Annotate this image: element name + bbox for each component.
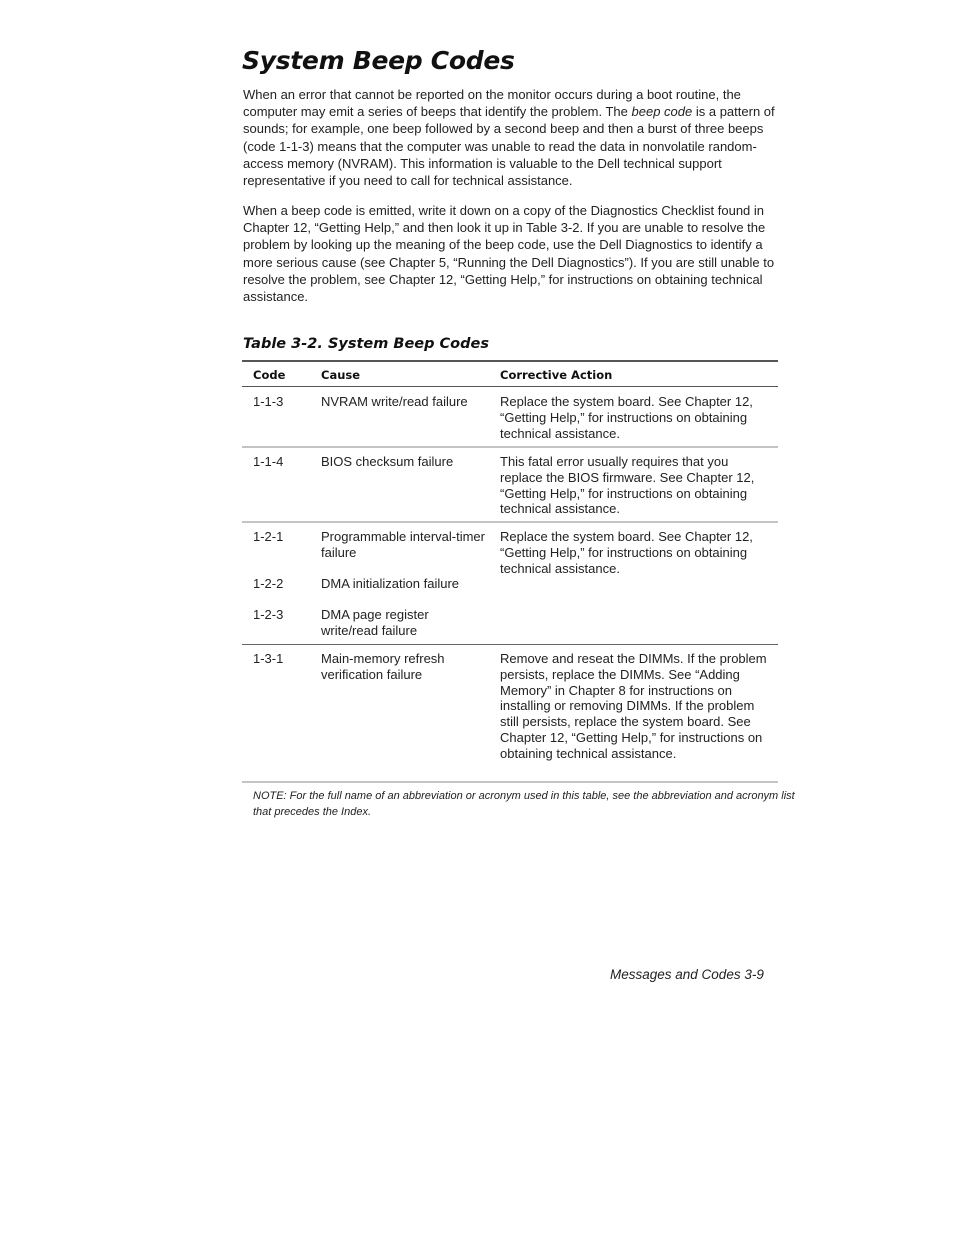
table-cell-code: 1-1-3 (253, 394, 284, 409)
table-cell-code: 1-2-2 (253, 576, 284, 591)
table-cell-cause: DMA page register write/read failure (321, 607, 429, 638)
table-top-rule (242, 360, 778, 362)
table-cell-cause: Main-memory refresh verification failure (321, 651, 445, 682)
table-bottom-rule (242, 781, 778, 783)
table-cell-code: 1-2-1 (253, 529, 284, 544)
table-cell-action: Replace the system board. See Chapter 12, “Getting Help,” for instructions on obtaining technical assistance. (500, 394, 753, 441)
row-separator (242, 644, 778, 645)
table-cell-code: 1-3-1 (253, 651, 284, 666)
intro-text-before: When an error that cannot be reported on the monitor occurs during a boot routine, the computer may emit a series of beeps that identify the problem. The (243, 87, 741, 120)
table-cell-action: Replace the system board. See Chapter 12, “Getting Help,” for instructions on obtaining technical assistance. (500, 529, 753, 576)
table-cell-code: 1-1-4 (253, 454, 284, 469)
page-title: System Beep Codes (242, 46, 515, 75)
table-cell-action: Remove and reseat the DIMMs. If the problem persists, replace the DIMMs. See “Adding Memory” in Chapter 8 for instructions on installing or removing DIMMs. If the problem still persists, replace the system board. See Chapter 12, “Getting Help,” for instructions on obtaining technical assistance. (500, 651, 767, 761)
table-cell-cause: BIOS checksum failure (321, 454, 454, 469)
table-cell-code: 1-2-3 (253, 607, 284, 622)
intro-paragraph-1 (243, 86, 781, 189)
row-separator (242, 446, 778, 448)
table-cell-cause: Programmable interval-timer failure (321, 529, 485, 560)
table-header-rule (242, 386, 778, 387)
table-cell-cause: NVRAM write/read failure (321, 394, 468, 409)
table-cell-cause: DMA initialization failure (321, 576, 460, 591)
intro-text-after: is a pattern of sounds; for example, one beep followed by a second beep and then a burst of three beeps (code 1-1-3) means that the computer was unable to read the data in nonvolatile random-access memory (NVRAM). This information is valuable to the Dell technical support representative if you need to call for technical assistance. (243, 104, 775, 189)
table-title: Table 3-2. System Beep Codes (243, 336, 489, 352)
page-footer: Messages and Codes 3-9 (610, 967, 764, 982)
intro-paragraph-2: When a beep code is emitted, write it down on a copy of the Diagnostics Checklist found in Chapter 12, “Getting Help,” and then look it up in Table 3-2. If you are unable to resolve the problem by looking up the meaning of the beep code, use the Dell Diagnostics to identify a more serious cause (see Chapter 5, “Running the Dell Diagnostics”). If you are still unable to resolve the problem, see Chapter 12, “Getting Help,” for instructions on obtaining technical assistance. (243, 203, 775, 305)
column-header-cause: Cause (321, 368, 361, 382)
column-header-action: Corrective Action (500, 368, 613, 382)
beep-code-term: beep code (631, 104, 693, 120)
column-header-code: Code (253, 368, 286, 382)
row-separator (242, 521, 778, 523)
table-note: NOTE: For the full name of an abbreviation or acronym used in this table, see the abbreviation and acronym list that precedes the Index. (253, 790, 795, 818)
table-cell-action: This fatal error usually requires that you replace the BIOS firmware. See Chapter 12, “Getting Help,” for instructions on obtaining technical assistance. (500, 454, 755, 517)
